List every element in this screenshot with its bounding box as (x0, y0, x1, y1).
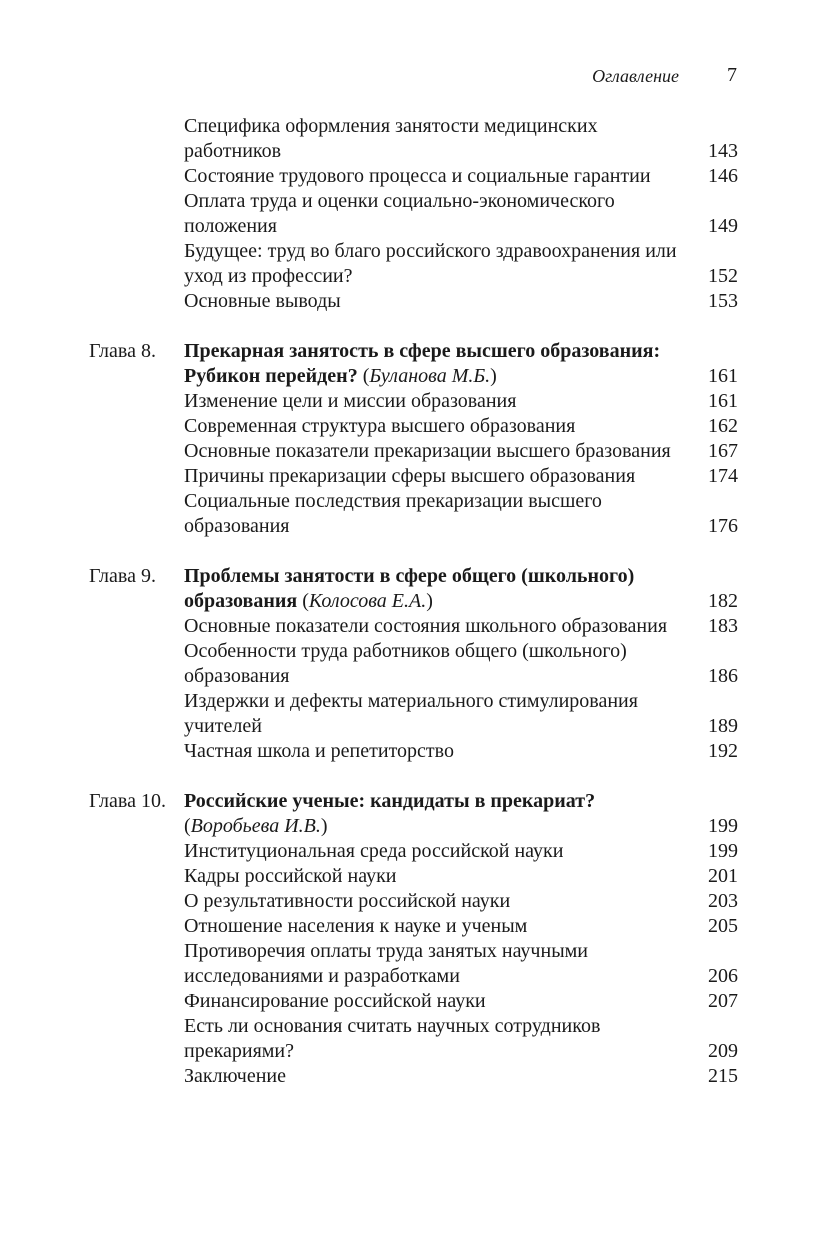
toc-entry-page: 203 (708, 890, 738, 912)
running-header (0, 64, 827, 92)
toc-entry[interactable] (184, 164, 738, 189)
toc-entry[interactable] (184, 289, 738, 314)
toc-entry-page: 153 (708, 290, 738, 312)
toc-entry[interactable] (184, 389, 738, 414)
toc-entry-page: 183 (708, 615, 738, 637)
toc-entry[interactable] (184, 614, 738, 639)
toc-chapter-9 (0, 564, 827, 764)
chapter-author: Воробьева И.В. (190, 815, 321, 837)
toc-entry[interactable] (184, 1014, 738, 1064)
toc-entry[interactable] (184, 939, 738, 989)
toc-section-continuation (0, 114, 827, 314)
toc-entry[interactable] (184, 914, 738, 939)
toc-entry-page: 176 (708, 515, 738, 537)
toc-entry[interactable] (184, 189, 738, 239)
chapter-page: 199 (708, 815, 738, 837)
toc-chapter-8 (0, 339, 827, 539)
toc-entry-page: 143 (708, 140, 738, 162)
toc-entry-page: 209 (708, 1040, 738, 1062)
toc-entry-title: Институциональная среда российской науки (184, 840, 564, 862)
toc-entry-title: Противоречия оплаты труда занятых научными исследованиями и разработками (184, 940, 588, 987)
toc-entry[interactable] (184, 439, 738, 464)
toc-entry-page: 206 (708, 965, 738, 987)
chapter-title: Российские ученые: кандидаты в прекариат? (184, 790, 596, 812)
chapter-heading[interactable]: Российские ученые: кандидаты в прекариат? (Воробьева И.В.) 199 (184, 790, 738, 837)
toc-entry-page: 186 (708, 665, 738, 687)
chapter-heading[interactable]: Проблемы занятости в сфере общего (школьного) образования (Колосова Е.А.) 182 (184, 565, 738, 612)
toc-entry-title: Основные показатели состояния школьного образования (184, 615, 668, 637)
toc-entry-title: Частная школа и репетиторство (184, 740, 454, 762)
toc-entry-page: 149 (708, 215, 738, 237)
toc-entry-title: Основные показатели прекаризации высшего бразования (184, 440, 671, 462)
chapter-label: Глава 9. (89, 565, 156, 587)
chapter-title: Проблемы занятости в сфере общего (школьного) образования (184, 565, 635, 612)
toc-entry-page: 146 (708, 165, 738, 187)
running-header-title: Оглавление (592, 66, 679, 86)
chapter-author: Буланова М.Б. (369, 365, 491, 387)
toc-entry[interactable] (184, 689, 738, 739)
toc-entry-page: 201 (708, 865, 738, 887)
toc-entry-title: Особенности труда работников общего (школьного) образования (184, 640, 627, 687)
toc-entry[interactable] (184, 839, 738, 864)
toc-entry[interactable] (184, 114, 738, 164)
toc-entry-page: 205 (708, 915, 738, 937)
toc-entry-page: 189 (708, 715, 738, 737)
toc-entry-title: Отношение населения к науке и ученым (184, 915, 528, 937)
toc-entry-title: Финансирование российской науки (184, 990, 486, 1012)
toc-entry-page: 215 (708, 1065, 738, 1087)
toc-entry-title: Причины прекаризации сферы высшего образования (184, 465, 636, 487)
toc-entry-title: Оплата труда и оценки социально-экономического положения (184, 190, 615, 237)
toc-entry[interactable] (184, 1064, 738, 1089)
toc-entry-title: Есть ли основания считать научных сотрудников прекариями? (184, 1015, 601, 1062)
toc-entry[interactable] (184, 739, 738, 764)
chapter-label: Глава 8. (89, 340, 156, 362)
chapter-label: Глава 10. (89, 790, 166, 812)
toc-entry[interactable] (184, 239, 738, 289)
toc-entry[interactable] (184, 464, 738, 489)
toc-entry-title: Современная структура высшего образования (184, 415, 576, 437)
chapter-title: Прекарная занятость в сфере высшего образования: Рубикон перейден? (184, 340, 661, 387)
page-number: 7 (727, 64, 737, 86)
toc-entry[interactable] (184, 864, 738, 889)
toc-entry-title: Будущее: труд во благо российского здравоохранения или уход из профессии? (184, 240, 677, 287)
toc-entry-page: 174 (708, 465, 738, 487)
toc-entry-page: 152 (708, 265, 738, 287)
chapter-heading[interactable]: Прекарная занятость в сфере высшего образования: Рубикон перейден? (Буланова М.Б.) 161 (184, 340, 738, 387)
toc-entry[interactable] (184, 414, 738, 439)
table-of-contents (0, 114, 827, 1089)
toc-entry-title: Социальные последствия прекаризации высшего образования (184, 490, 602, 537)
toc-entry-page: 161 (708, 390, 738, 412)
toc-entry-title: О результативности российской науки (184, 890, 511, 912)
chapter-page: 182 (708, 590, 738, 612)
toc-entry-title: Состояние трудового процесса и социальные гарантии (184, 165, 651, 187)
toc-entry-page: 167 (708, 440, 738, 462)
toc-chapter-10 (0, 789, 827, 1089)
toc-entry[interactable] (184, 639, 738, 689)
toc-entry[interactable] (184, 889, 738, 914)
toc-entry[interactable] (184, 989, 738, 1014)
toc-entry-page: 162 (708, 415, 738, 437)
toc-entry[interactable] (184, 489, 738, 539)
toc-entry-page: 192 (708, 740, 738, 762)
toc-entry-title: Издержки и дефекты материального стимулирования учителей (184, 690, 638, 737)
chapter-author: Колосова Е.А. (308, 590, 427, 612)
toc-entry-title: Основные выводы (184, 290, 341, 312)
toc-entry-page: 199 (708, 840, 738, 862)
toc-entry-title: Заключение (184, 1065, 286, 1087)
toc-entry-title: Изменение цели и миссии образования (184, 390, 517, 412)
toc-entry-page: 207 (708, 990, 738, 1012)
toc-entry-title: Кадры российской науки (184, 865, 397, 887)
toc-entry-title: Специфика оформления занятости медицинских работников (184, 115, 598, 162)
chapter-page: 161 (708, 365, 738, 387)
